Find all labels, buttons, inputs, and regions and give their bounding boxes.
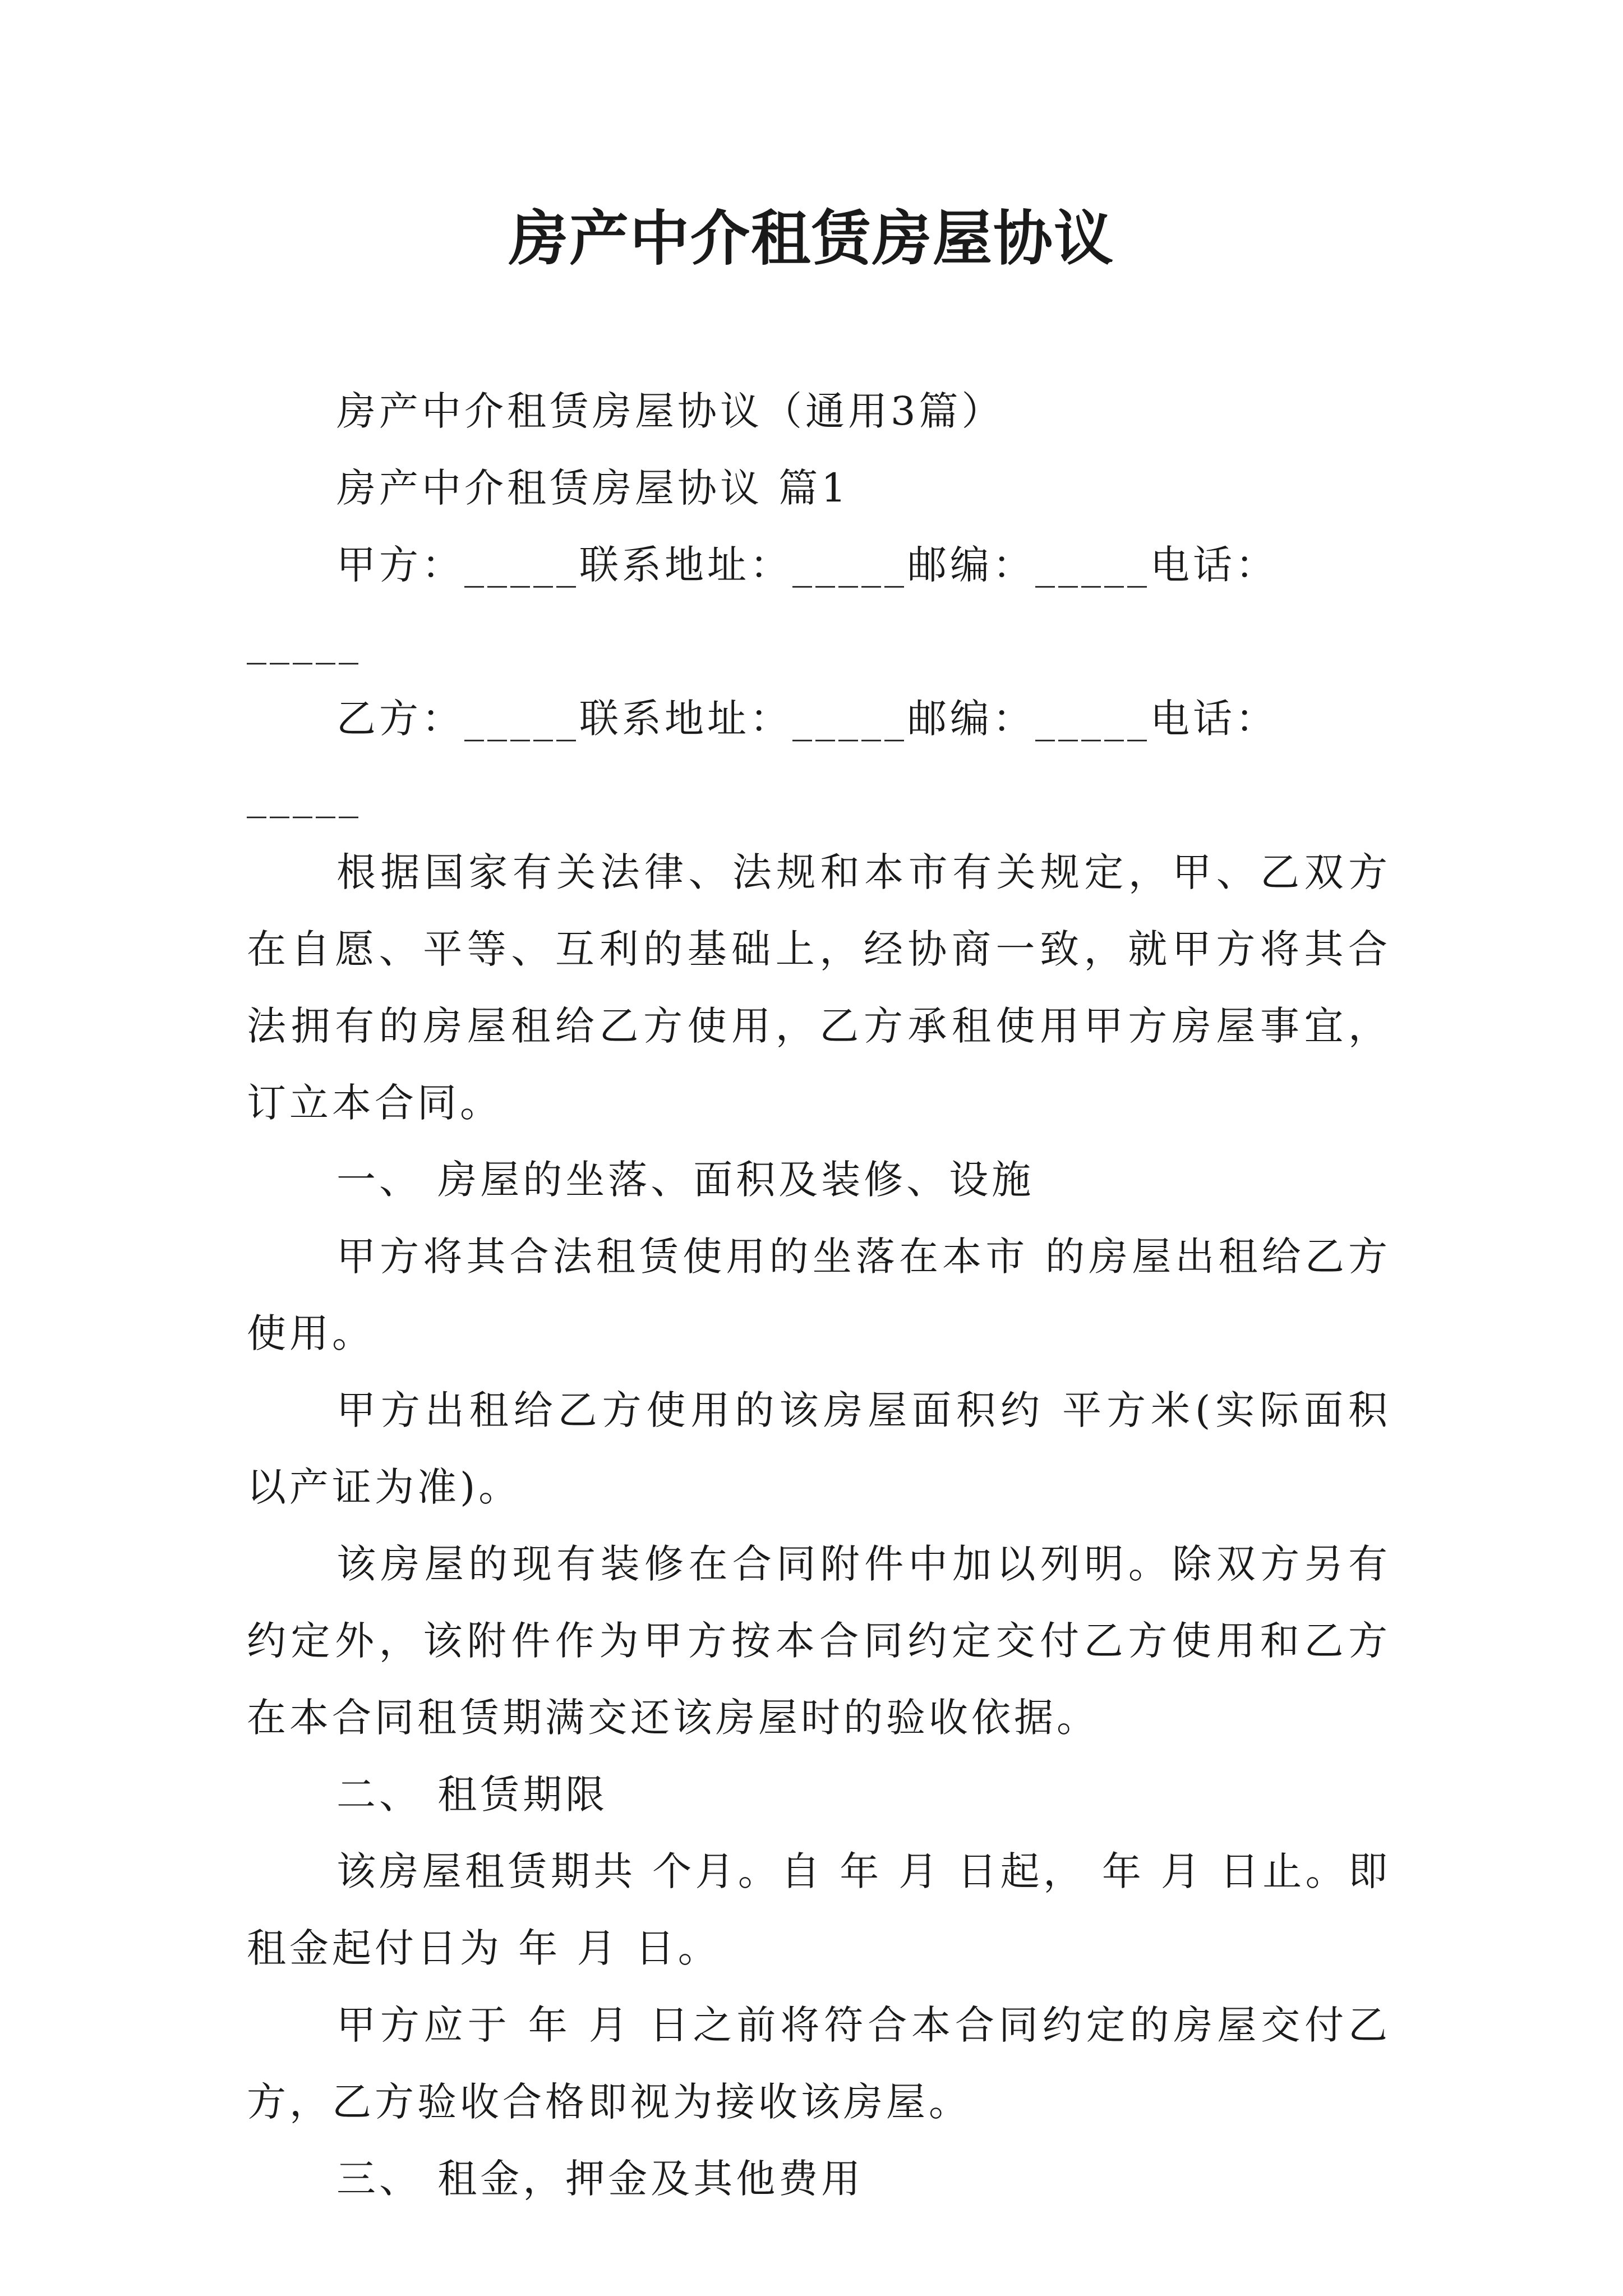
- paragraph-location: 甲方将其合法租赁使用的坐落在本市 的房屋出租给乙方使用。: [247, 1234, 1391, 1356]
- paragraph-term: 该房屋租赁期共 个月。自 年 月 日起， 年 月 日止。即租金起付日为 年 月 日。: [247, 1848, 1391, 1971]
- section-heading-3: 三、 租金，押金及其他费用: [336, 2156, 864, 2202]
- paragraph-preamble: 根据国家有关法律、法规和本市有关规定，甲、乙双方在自愿、平等、互利的基础上，经协商一致，就甲方将其合法拥有的房屋租给乙方使用，乙方承租使用甲方房屋事宜，订立本合同。: [247, 849, 1391, 1126]
- paragraph-area: 甲方出租给乙方使用的该房屋面积约 平方米(实际面积以产证为准)。: [247, 1387, 1391, 1510]
- section-heading-2: 二、 租赁期限: [336, 1772, 608, 1818]
- section-heading-1: 一、 房屋的坐落、面积及装修、设施: [336, 1157, 1035, 1203]
- document-body: [247, 373, 1391, 2217]
- party-a-info-line: 甲方：_____联系地址：_____邮编：_____电话：_____: [247, 542, 1278, 665]
- paragraph-handover: 甲方应于 年 月 日之前将符合本合同约定的房屋交付乙方，乙方验收合格即视为接收该房屋。: [247, 2002, 1391, 2125]
- paragraph-decoration: 该房屋的现有装修在合同附件中加以列明。除双方另有约定外，该附件作为甲方按本合同约定交付乙方使用和乙方在本合同租赁期满交还该房屋时的验收依据。: [247, 1541, 1391, 1741]
- document-title: 房产中介租赁房屋协议: [509, 203, 1114, 273]
- party-b-info-line: 乙方：_____联系地址：_____邮编：_____电话：_____: [247, 696, 1278, 818]
- section-heading-part1: 房产中介租赁房屋协议 篇1: [336, 465, 850, 511]
- document-subtitle: 房产中介租赁房屋协议（通用3篇）: [336, 388, 1004, 434]
